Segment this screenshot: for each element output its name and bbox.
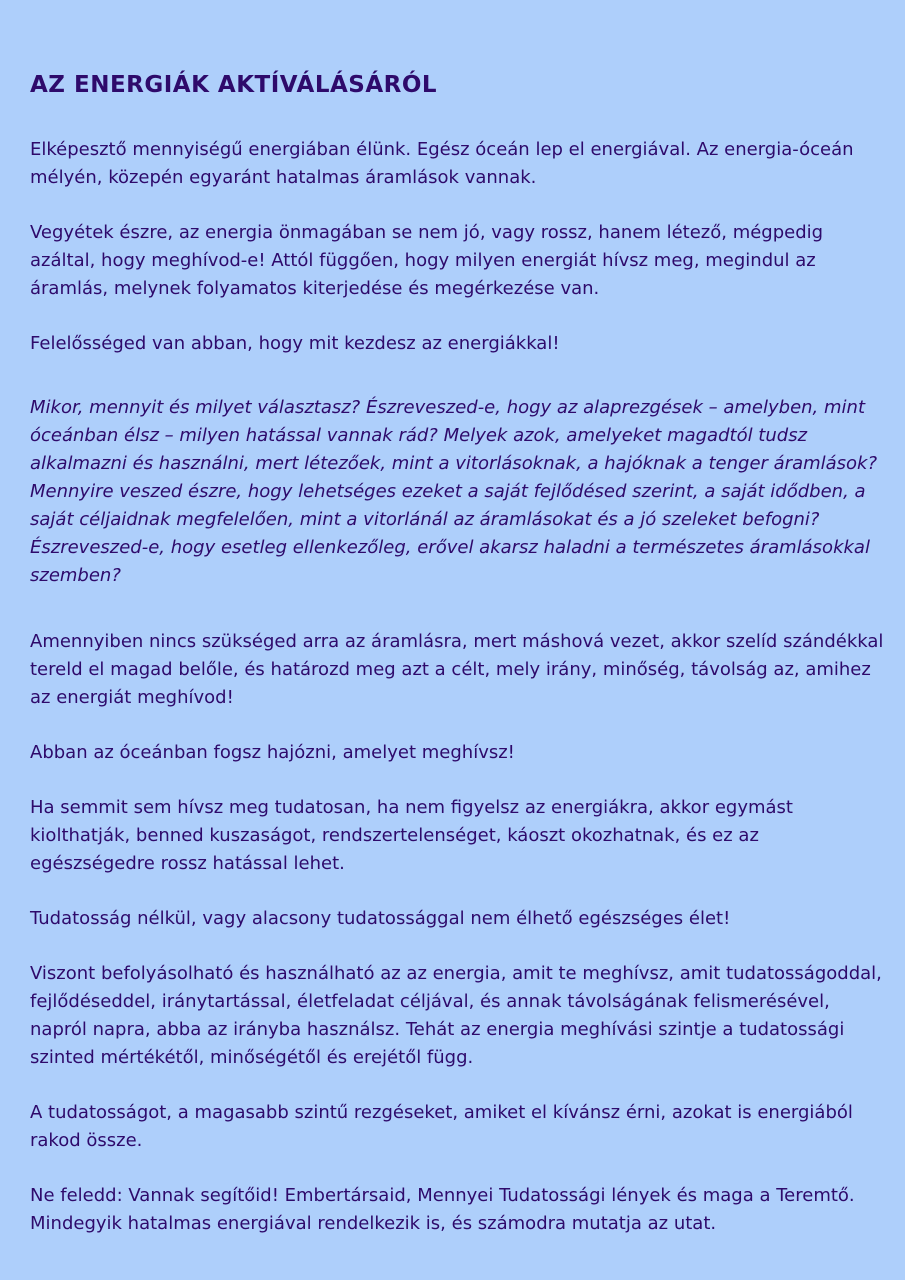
body-paragraph: Abban az óceánban fogsz hajózni, amelyet meghívsz!: [30, 742, 515, 763]
body-paragraph: Elképesztő mennyiségű energiában élünk. Egész óceán lep el energiával. Az energia-óceán mélyén, közepén egyaránt hatalmas áramlások vannak.: [30, 139, 854, 188]
body-paragraph: Felelősséged van abban, hogy mit kezdesz az energiákkal!: [30, 333, 560, 354]
body-paragraph: Ha semmit sem hívsz meg tudatosan, ha nem figyelsz az energiákra, akkor egymást kiolthatják, benned kuszaságot, rendszertelenséget, káoszt okozhatnak, és ez az egészségedre rossz hatással lehet.: [30, 797, 793, 874]
body-paragraph: Vegyétek észre, az energia önmagában se nem jó, vagy rossz, hanem létező, mégpedig azáltal, hogy meghívod-e! Attól függően, hogy milyen energiát hívsz meg, megindul az áramlás, melynek folyamatos kiterjedése és megérkezése van.: [30, 222, 824, 299]
body-paragraph: Amennyiben nincs szükséged arra az áramlásra, mert máshová vezet, akkor szelíd szándékkal tereld el magad belőle, és határozd meg azt a célt, mely irány, minőség, távolság az, amihez az energiát meghívod!: [30, 631, 884, 708]
italic-question-paragraph: Mikor, mennyit és milyet választasz? Észreveszed-e, hogy az alaprezgések – amelyben, mint óceánban élsz – milyen hatással vannak rád? Melyek azok, amelyeket magadtól tudsz alkalmazni és használni, mert létezőek, mint a vitorlásoknak, a hajóknak a tenger áramlások? Mennyire veszed észre, hogy lehetséges ezeket a saját fejlődésed szerint, a saját idődben, a saját céljaidnak megfelelően, mint a vitorlánál az áramlásokat és a jó szeleket befogni? Észreveszed-e, hogy esetleg ellenkezőleg, erővel akarsz haladni a természetes áramlásokkal szemben?: [30, 397, 878, 586]
body-paragraph: Viszont befolyásolható és használható az az energia, amit te meghívsz, amit tudatosságoddal, fejlődéseddel, iránytartással, életfeladat céljával, és annak távolságának felismerésével, napról napra, abba az irányba használsz. Tehát az energia meghívási szintje a tudatossági szinted mértékétől, minőségétől és erejétől függ.: [30, 963, 882, 1068]
body-paragraph: Tudatosság nélkül, vagy alacsony tudatossággal nem élhető egészséges élet!: [30, 908, 731, 929]
body-paragraph: Ne feledd: Vannak segítőid! Embertársaid, Mennyei Tudatossági lények és maga a Teremtő. Mindegyik hatalmas energiával rendelkezik is, és számodra mutatja az utat.: [30, 1185, 855, 1234]
page-title: AZ ENERGIÁK AKTÍVÁLÁSÁRÓL: [30, 72, 438, 98]
body-paragraph: A tudatosságot, a magasabb szintű rezgéseket, amiket el kívánsz érni, azokat is energiából rakod össze.: [30, 1102, 853, 1151]
